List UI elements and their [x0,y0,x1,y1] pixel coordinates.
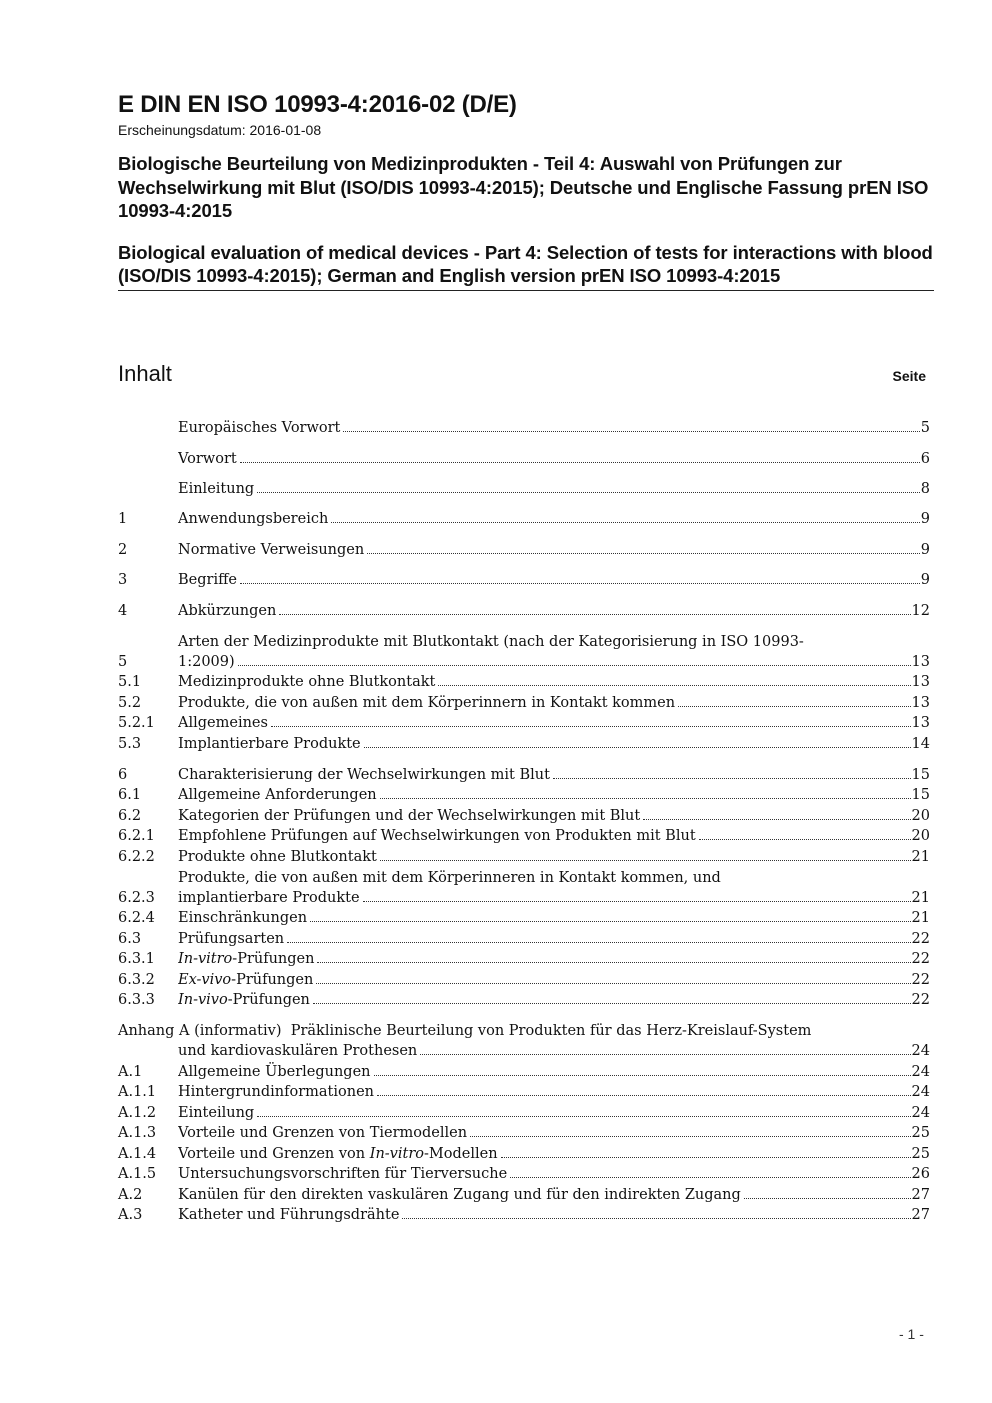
label-text: Produkte ohne Blutkontakt [178,849,377,865]
label-text: Abkürzungen [178,603,277,619]
label-text: 1:2009) [178,654,235,670]
dot-leader [402,1207,910,1219]
dot-leader [364,736,911,748]
label-text: Produkte, die von außen mit dem Körperinnern in Kontakt kommen [178,695,676,711]
toc-entry-label [178,418,340,438]
toc-entry-page: 21 [911,849,930,865]
toc-entry-page: 22 [911,972,930,988]
toc-entry-page: 5 [920,420,930,436]
toc-entry-label [178,540,364,560]
toc-entry-number: 3 [118,572,128,588]
toc-entry-number: 6.3 [118,931,142,947]
toc-entry-label-first-line: Arten der Medizinprodukte mit Blutkontakt (nach der Kategorisierung in ISO 10993- [178,634,804,650]
toc-entry[interactable] [118,765,930,785]
toc-entry-number: 5.1 [118,674,142,690]
label-text: implantierbare Produkte [178,890,360,906]
dot-leader [257,481,920,493]
dot-leader [501,1146,911,1158]
toc-entry[interactable] [118,990,930,1010]
toc-entry-page: 20 [911,808,930,824]
dot-leader [380,787,911,799]
label-text: Einteilung [178,1105,255,1121]
toc-entry-number: 5.2 [118,695,142,711]
dot-leader [279,603,910,615]
toc-entry-page: 9 [920,511,930,527]
label-prefix: Vorteile und Grenzen von [178,1146,370,1162]
label-text: Empfohlene Prüfungen auf Wechselwirkungen von Produkten mit Blut [178,828,696,844]
toc-entry-page: 27 [911,1187,930,1203]
toc-entry-label [178,1185,741,1205]
dot-leader [420,1043,910,1055]
label-text: Kategorien der Prüfungen und der Wechselwirkungen mit Blut [178,808,641,824]
toc-entry-label [178,652,235,672]
toc-entry-number: A.1.2 [118,1105,157,1121]
dot-leader [678,695,910,707]
toc-entry-page: 24 [911,1064,930,1080]
dot-leader [313,992,911,1004]
label-italic-term: Ex-vivo [178,972,232,988]
label-italic-term: In-vivo [178,992,228,1008]
toc-entry[interactable] [118,1164,930,1184]
toc-entry-number: A.1.3 [118,1125,157,1141]
toc-entry-page: 24 [911,1084,930,1100]
title-german: Biologische Beurteilung von Medizinprodukten - Teil 4: Auswahl von Prüfungen zur Wechselwirkung mit Blut (ISO/DIS 10993-4:2015); Deutsche und Englische Fassung prEN ISO 10993-4:2015 [118,153,929,221]
toc-entry-label [178,449,237,469]
label-italic-term: In-vitro [369,1146,425,1162]
dot-leader [310,910,911,922]
contents-title: Inhalt [118,361,172,386]
toc-entry-number: 4 [118,603,128,619]
toc-entry-page: 27 [911,1207,930,1223]
label-text: Allgemeine Überlegungen [178,1064,371,1080]
document-header [118,90,934,291]
dot-leader [380,849,911,861]
toc-entry-label [178,1144,498,1164]
toc-entry-label [178,765,550,785]
toc-entry[interactable] [118,479,930,499]
toc-entry-number: 6.2.1 [118,828,155,844]
toc-entry-page: 20 [911,828,930,844]
toc-entry-label [178,970,313,990]
toc-entry-page: 21 [911,910,930,926]
dot-leader [363,890,911,902]
toc-entry[interactable] [118,1144,930,1164]
document-id: E DIN EN ISO 10993-4:2016-02 (D/E) [118,91,517,118]
toc-entry[interactable] [118,1205,930,1225]
toc-entry-page: 15 [911,767,930,783]
toc-entry-label [178,1041,417,1061]
toc-entry-label [178,1164,507,1184]
dot-leader [744,1187,911,1199]
toc-entry-page: 22 [911,992,930,1008]
toc-entry-number: 6.2.3 [118,890,155,906]
toc-entry[interactable] [118,1123,930,1143]
toc-entry-page: 22 [911,951,930,967]
label-text: Katheter und Führungsdrähte [178,1207,400,1223]
toc-entry-number: 6.3.2 [118,972,155,988]
label-text: -Prüfungen [231,972,314,988]
toc-entry-number: 6.2.2 [118,849,155,865]
dot-leader [271,715,911,727]
toc-entry-page: 26 [911,1166,930,1182]
toc-entry-number: A.1.4 [118,1146,157,1162]
toc-entry[interactable] [118,806,930,826]
toc-entry-number: 5.2.1 [118,715,155,731]
toc-entry-label [178,1205,399,1225]
toc-entry-label [178,601,276,621]
toc-entry-label [178,929,284,949]
toc-entry-page: 21 [911,890,930,906]
toc-entry[interactable] [118,713,930,733]
toc-entry[interactable] [118,634,930,672]
toc-entry-page: 25 [911,1125,930,1141]
label-text: Begriffe [178,572,237,588]
publication-date: Erscheinungsdatum: 2016-01-08 [118,122,322,138]
toc-entry-page: 24 [911,1043,930,1059]
label-text: Einschränkungen [178,910,308,926]
toc-entry-label [178,1062,371,1082]
toc-entry-page: 13 [911,654,930,670]
label-prefix: und [178,1043,211,1059]
toc-entry[interactable] [118,1082,930,1102]
label-text: kardiovaskulären Prothesen [210,1043,418,1059]
toc-entry[interactable] [118,449,930,469]
page-column-label: Seite [892,368,926,384]
toc-entry[interactable] [118,970,930,990]
toc-entry-number: A.2 [118,1187,143,1203]
toc-entry[interactable] [118,785,930,805]
toc-entry-label [178,990,310,1010]
dot-leader [240,572,920,584]
toc-entry-label [178,826,696,846]
toc-entry-number: 6.2 [118,808,142,824]
toc-entry-number: A.1 [118,1064,143,1080]
dot-leader [553,767,911,779]
toc-entry[interactable] [118,509,930,529]
toc-entry-page: 22 [911,931,930,947]
toc-entry-label [178,1103,254,1123]
toc-entry[interactable] [118,1023,930,1061]
toc-entry-page: 15 [911,787,930,803]
dot-leader [367,542,920,554]
dot-leader [317,951,910,963]
toc-entry[interactable] [118,826,930,846]
dot-leader [287,931,910,943]
header-divider [118,290,934,291]
dot-leader [343,420,919,432]
label-text: Prüfungsarten [178,931,285,947]
toc-entry-label [178,785,377,805]
toc-entry-page: 6 [920,451,930,467]
toc-entry-number: 6.1 [118,787,142,803]
toc-entry-label [178,734,361,754]
toc-entry-page: 13 [911,715,930,731]
page-number: - 1 - [899,1326,924,1342]
toc-entry[interactable] [118,929,930,949]
dot-leader [331,511,919,523]
toc-entry-label-first-line: Produkte, die von außen mit dem Körperinneren in Kontakt kommen, und [178,870,721,886]
toc-entry-label [178,908,307,928]
toc-entry-page: 13 [911,674,930,690]
toc-entry[interactable] [118,601,930,621]
toc-entry-label [178,847,377,867]
label-text: Charakterisierung der Wechselwirkungen mit Blut [178,767,550,783]
toc-entry-page: 24 [911,1105,930,1121]
toc-entry-label [178,672,435,692]
toc-entry-label [178,1123,467,1143]
toc-entry-number: 1 [118,511,128,527]
dot-leader [374,1064,911,1076]
label-text: Allgemeine Anforderungen [178,787,377,803]
toc-entry-label [178,806,640,826]
toc-entry-label [178,693,675,713]
label-text: Anwendungsbereich [178,511,329,527]
toc-entry-label [178,479,254,499]
toc-entry-label [178,888,360,908]
toc-entry[interactable] [118,672,930,692]
toc-entry-label [178,713,268,733]
dot-leader [257,1105,910,1117]
toc-entry-label-first-line [118,1021,811,1041]
toc-entry-number: 6.3.3 [118,992,155,1008]
toc-entry-page: 9 [920,572,930,588]
label-italic-term: In-vitro [178,951,233,967]
toc-entry[interactable] [118,1185,930,1205]
toc-entry[interactable] [118,693,930,713]
dot-leader [238,654,911,666]
dot-leader [240,451,920,463]
label-text: Kanülen für den direkten vaskulären Zugang und für den indirekten Zugang [178,1187,741,1203]
toc-entry[interactable] [118,949,930,969]
label-text: Medizinprodukte ohne Blutkontakt [178,674,436,690]
toc-entry-number: 5 [118,654,128,670]
toc-entry-number: 5.3 [118,736,142,752]
toc-entry-page: 9 [920,542,930,558]
dot-leader [643,808,910,820]
toc-entry-page: 13 [911,695,930,711]
toc-entry-number: A.1.1 [118,1084,157,1100]
toc-entry-label [178,509,328,529]
dot-leader [510,1166,910,1178]
label-text: Europäisches Vorwort [178,420,341,436]
toc-entry[interactable] [118,540,930,560]
toc-entry-label [178,1082,374,1102]
toc-entry[interactable] [118,1062,930,1082]
toc-entry-label [178,570,237,590]
toc-entry-number: A.1.5 [118,1166,157,1182]
title-english: Biological evaluation of medical devices - Part 4: Selection of tests for interactions with blood (ISO/DIS 10993-4:2015); German and English version prEN ISO 10993-4:2015 [118,241,933,286]
toc-entry-page: 8 [920,481,930,497]
toc-entry[interactable] [118,570,930,590]
toc-entry[interactable] [118,418,930,438]
toc-entry-number: 6 [118,767,128,783]
toc-entry-label [178,949,314,969]
label-text: -Prüfungen [232,951,315,967]
label-text: Normative Verweisungen [178,542,365,558]
toc-entry-page: 12 [911,603,930,619]
dot-leader [377,1084,911,1096]
toc-entry-page: 25 [911,1146,930,1162]
dot-leader [438,674,910,686]
label-text: -Prüfungen [227,992,310,1008]
label-text: Implantierbare Produkte [178,736,361,752]
toc-entry-page: 14 [911,736,930,752]
toc-entry[interactable] [118,734,930,754]
toc-entry[interactable] [118,847,930,867]
toc-entry-number: 6.2.4 [118,910,155,926]
annex-title: Präklinische Beurteilung von Produkten für das Herz-Kreislauf-System [290,1023,812,1039]
label-text: Untersuchungsvorschriften für Tierversuche [178,1166,508,1182]
toc-entry[interactable] [118,908,930,928]
label-text: Hintergrundinformationen [178,1084,374,1100]
label-text: -Modellen [424,1146,498,1162]
label-text: Vorteile und Grenzen von Tiermodellen [178,1125,468,1141]
dot-leader [470,1125,910,1137]
annex-label: Anhang A (informativ) [118,1023,282,1039]
toc-entry[interactable] [118,1103,930,1123]
label-text: Allgemeines [178,715,268,731]
label-text: Vorwort [178,451,237,467]
dot-leader [699,828,911,840]
toc-entry[interactable] [118,870,930,908]
toc-entry-number: A.3 [118,1207,143,1223]
toc-entry-number: 6.3.1 [118,951,155,967]
dot-leader [316,972,910,984]
toc-entry-number: 2 [118,542,128,558]
label-text: Einleitung [178,481,255,497]
